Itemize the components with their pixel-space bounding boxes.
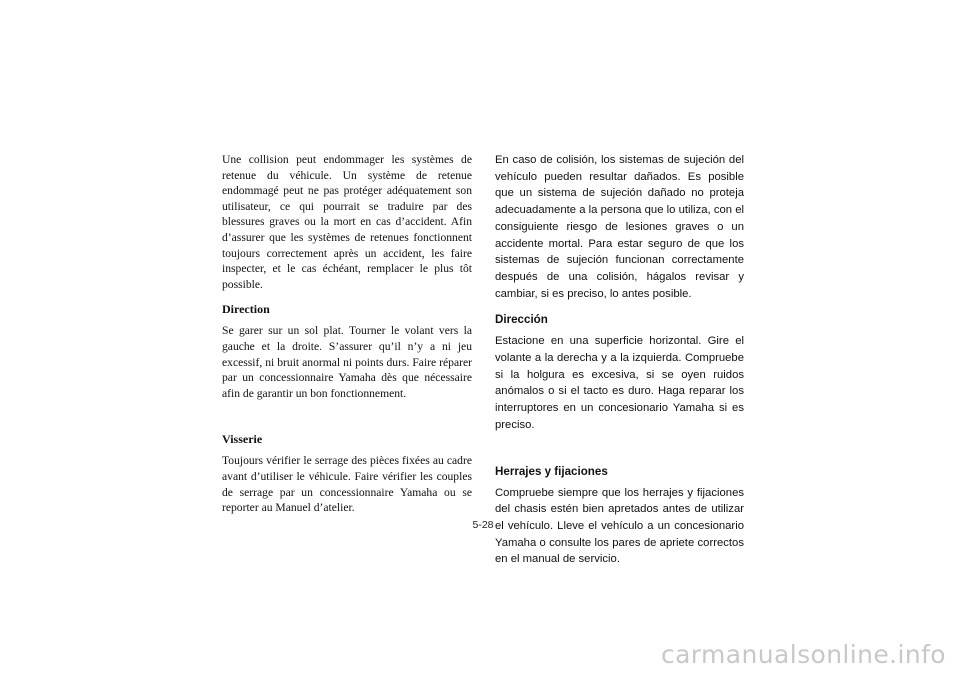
french-visserie-heading: Visserie: [222, 432, 263, 447]
french-direction-heading: Direction: [222, 302, 270, 317]
french-visserie-paragraph: Toujours vérifier le serrage des pièces fixées au cadre avant d’utiliser le véhicule. Faire vérifier les couples de serrage par un concessionnaire Yamaha ou se reporter au Manuel d’atelier.: [222, 454, 472, 515]
spanish-column: [495, 152, 744, 568]
spanish-herrajes-paragraph: Compruebe siempre que los herrajes y fijaciones del chasis estén bien apretados antes de utilizar el vehículo. Lleve el vehículo a un concesionario Yamaha o consulte los pares de apriete correctos en el manual de servicio.: [495, 486, 744, 566]
french-intro-paragraph: Une collision peut endommager les systèmes de retenue du véhicule. Un système de retenue endommagé peut ne pas protéger adéquatement son utilisateur, ce qui pourrait se traduire par des blessures graves ou la mort en cas d’accident. Afin d’assurer que les systèmes de retenues fonctionnent toujours correctement après un accident, les faire inspecter, et le cas échéant, remplacer le plus tôt possible.: [222, 153, 472, 291]
spanish-intro-paragraph: En caso de colisión, los sistemas de sujeción del vehículo pueden resultar dañados. Es posible que un sistema de sujeción dañado no proteja adecuadamente a la persona que lo utiliza, con el consiguiente riesgo de lesiones graves o un accidente mortal. Para estar seguro de que los sistemas de sujeción funcionan correctamente después de una colisión, hágalos revisar y cambiar, si es preciso, lo antes posible.: [495, 154, 744, 300]
french-direction-paragraph: Se garer sur un sol plat. Tourner le volant vers la gauche et la droite. S’assurer qu’il n’y a ni jeu excessif, ni bruit anormal ni points durs. Faire réparer par un concessionnaire Yamaha dès que nécessaire afin de garantir un bon fonctionnement.: [222, 324, 472, 400]
spanish-direccion-heading: Dirección: [495, 313, 548, 327]
watermark: carmanualsonline.info: [660, 640, 946, 669]
french-column: [222, 152, 472, 516]
page-number: 5-28: [472, 519, 494, 531]
spanish-herrajes-heading: Herrajes y fijaciones: [495, 464, 608, 478]
spanish-direccion-paragraph: Estacione en una superficie horizontal. Gire el volante a la derecha y a la izquierda. Compruebe si la holgura es excesiva, si se oyen ruidos anómalos o si el tacto es duro. Haga reparar los interruptores en un concesionario Yamaha si es preciso.: [495, 335, 744, 431]
